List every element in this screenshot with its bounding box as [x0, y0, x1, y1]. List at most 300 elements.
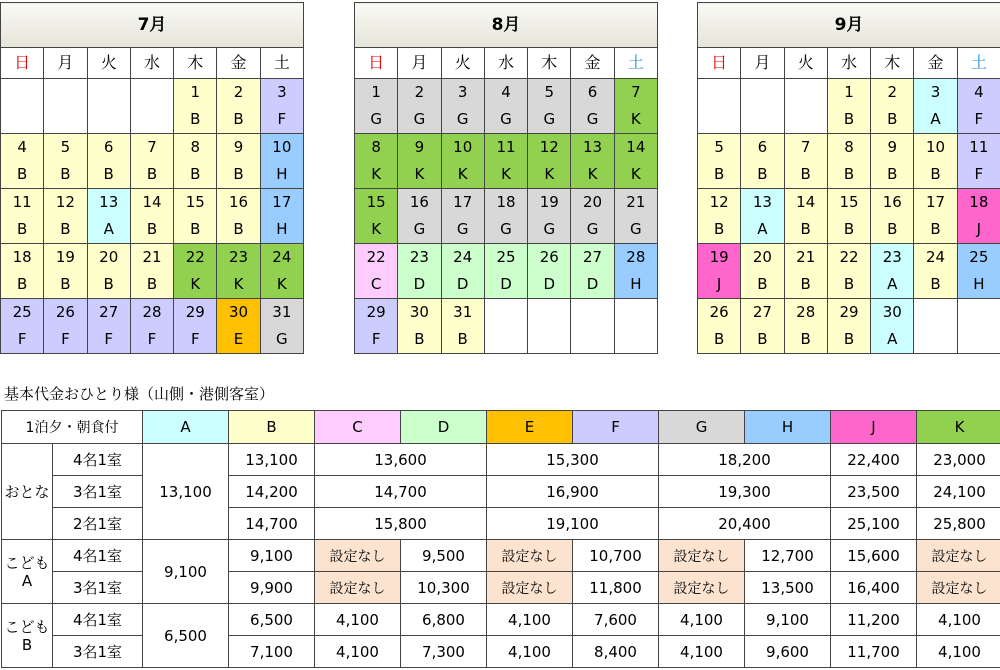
day-number: 24 — [272, 248, 292, 266]
calendar-day — [614, 244, 657, 299]
day-number: 23 — [409, 248, 429, 266]
calendar-september — [697, 2, 1000, 354]
weekday-header: 日 — [698, 48, 741, 79]
day-number: 18 — [496, 193, 516, 211]
plan-header: 1泊夕・朝食付 — [2, 411, 143, 444]
price-a: 9,100 — [143, 540, 229, 604]
weekday-header: 日 — [355, 48, 398, 79]
day-rank-code: H — [276, 165, 288, 183]
calendar-day — [741, 189, 784, 244]
calendar-day — [1, 134, 44, 189]
day-rank-code: K — [587, 165, 598, 183]
price-d: 9,500 — [401, 540, 487, 572]
calendar-week-row — [698, 299, 1000, 354]
calendar-day — [355, 244, 398, 299]
calendar-empty-day — [87, 79, 130, 134]
price-cd: 13,600 — [315, 444, 487, 476]
price-b: 13,100 — [229, 444, 315, 476]
weekday-header: 木 — [174, 48, 217, 79]
calendar-day — [827, 134, 870, 189]
day-rank-code: D — [456, 275, 469, 293]
day-rank-code: F — [104, 330, 114, 348]
day-rank-code: H — [973, 275, 985, 293]
calendar-week-row — [698, 134, 1000, 189]
day-number: 3 — [277, 83, 287, 101]
room-type: 2名1室 — [53, 508, 143, 540]
weekday-header: 火 — [784, 48, 827, 79]
calendar-day — [914, 244, 957, 299]
day-number: 12 — [55, 193, 75, 211]
table-row — [2, 540, 1000, 572]
day-rank-code: B — [930, 165, 941, 183]
day-number: 26 — [539, 248, 559, 266]
calendar-day — [87, 189, 130, 244]
price-e: 4,100 — [487, 604, 573, 636]
day-rank-code: B — [103, 165, 114, 183]
weekday-header: 金 — [914, 48, 957, 79]
day-rank-code: B — [146, 165, 158, 183]
calendar-day — [571, 244, 614, 299]
price-ef: 16,900 — [487, 476, 659, 508]
calendar-day — [130, 134, 173, 189]
price-g: 4,100 — [659, 604, 745, 636]
day-number: 7 — [631, 83, 641, 101]
day-number: 9 — [414, 138, 425, 156]
calendar-day — [1, 189, 44, 244]
price-j: 11,200 — [831, 604, 917, 636]
day-rank-code: B — [60, 275, 71, 293]
day-rank-code: J — [976, 220, 982, 238]
day-rank-code: A — [757, 220, 768, 238]
day-number: 29 — [366, 303, 386, 321]
calendar-day — [174, 244, 217, 299]
calendar-week-row — [1, 134, 304, 189]
calendar-month-title: 9月 — [698, 3, 1000, 48]
day-rank-code: B — [843, 110, 855, 128]
calendar-week-row — [355, 189, 658, 244]
day-number: 27 — [583, 248, 603, 266]
price-b: 9,900 — [229, 572, 315, 604]
price-g: 4,100 — [659, 636, 745, 668]
calendar-empty-day — [528, 299, 571, 354]
day-number: 22 — [839, 248, 859, 266]
day-number: 13 — [99, 193, 119, 211]
category-line: A — [21, 571, 33, 590]
day-rank-code: K — [371, 220, 382, 238]
calendar-day — [355, 189, 398, 244]
price-ef: 15,300 — [487, 444, 659, 476]
calendar-day — [441, 134, 484, 189]
day-number: 1 — [844, 83, 854, 101]
day-number: 25 — [969, 248, 989, 266]
day-number: 28 — [626, 248, 646, 266]
calendar-day — [827, 299, 870, 354]
weekday-header: 月 — [44, 48, 87, 79]
day-rank-code: K — [190, 275, 201, 293]
day-number: 14 — [142, 193, 162, 211]
day-rank-code: K — [233, 275, 244, 293]
price-gh: 20,400 — [659, 508, 831, 540]
day-number: 18 — [969, 193, 989, 211]
calendar-empty-day — [484, 299, 527, 354]
calendar-empty-day — [614, 299, 657, 354]
day-rank-code: B — [800, 330, 811, 348]
day-number: 11 — [12, 193, 32, 211]
calendar-week-row — [355, 244, 658, 299]
price-k-none: 設定なし — [917, 572, 1000, 604]
calendar-day — [217, 189, 260, 244]
day-number: 4 — [974, 83, 984, 101]
weekday-header: 日 — [1, 48, 44, 79]
day-rank-code: B — [60, 220, 71, 238]
calendar-day — [1, 244, 44, 299]
calendar-day — [174, 79, 217, 134]
price-k: 4,100 — [917, 636, 1000, 668]
day-rank-code: B — [16, 275, 28, 293]
day-number: 25 — [12, 303, 32, 321]
calendar-week-row — [355, 79, 658, 134]
calendar-empty-day — [957, 299, 1000, 354]
day-number: 16 — [229, 193, 249, 211]
calendar-day — [355, 79, 398, 134]
day-rank-code: B — [146, 220, 158, 238]
day-number: 10 — [272, 138, 292, 156]
day-rank-code: B — [800, 275, 811, 293]
day-rank-code: B — [713, 165, 725, 183]
day-number: 5 — [714, 138, 724, 156]
day-rank-code: F — [974, 110, 984, 128]
day-number: 8 — [371, 138, 381, 156]
calendar-day — [355, 299, 398, 354]
day-number: 21 — [626, 193, 646, 211]
rank-header-c: C — [315, 411, 401, 444]
calendar-day — [957, 244, 1000, 299]
price-d: 6,800 — [401, 604, 487, 636]
calendar-week-row — [1, 79, 304, 134]
price-f: 8,400 — [573, 636, 659, 668]
calendar-day — [130, 189, 173, 244]
day-number: 17 — [453, 193, 473, 211]
day-number: 16 — [882, 193, 902, 211]
calendar-week-row — [698, 79, 1000, 134]
day-rank-code: E — [233, 330, 244, 348]
day-rank-code: B — [233, 165, 244, 183]
day-number: 1 — [190, 83, 201, 101]
rank-header-d: D — [401, 411, 487, 444]
day-rank-code: G — [586, 220, 599, 238]
calendar-day — [784, 189, 827, 244]
day-rank-code: G — [456, 220, 469, 238]
price-j: 11,700 — [831, 636, 917, 668]
calendar-day — [528, 134, 571, 189]
weekday-row — [355, 48, 658, 79]
day-rank-code: A — [103, 220, 114, 238]
day-number: 1 — [371, 83, 381, 101]
day-number: 15 — [185, 193, 205, 211]
day-number: 15 — [366, 193, 386, 211]
weekday-header: 土 — [260, 48, 303, 79]
day-number: 7 — [147, 138, 157, 156]
calendar-day — [741, 299, 784, 354]
rank-header-j: J — [831, 411, 917, 444]
price-b: 14,700 — [229, 508, 315, 540]
price-ef: 19,100 — [487, 508, 659, 540]
day-number: 31 — [453, 303, 473, 321]
calendar-day — [44, 299, 87, 354]
calendar-day — [528, 79, 571, 134]
room-type: 4名1室 — [53, 444, 143, 476]
price-a: 13,100 — [143, 444, 229, 540]
price-k: 24,100 — [917, 476, 1000, 508]
day-number: 27 — [99, 303, 119, 321]
day-number: 21 — [142, 248, 162, 266]
day-rank-code: B — [757, 330, 768, 348]
day-rank-code: F — [974, 165, 984, 183]
price-c-none: 設定なし — [315, 572, 401, 604]
day-rank-code: B — [16, 220, 28, 238]
day-rank-code: K — [544, 165, 555, 183]
weekday-header: 水 — [484, 48, 527, 79]
day-number: 20 — [583, 193, 603, 211]
day-rank-code: D — [543, 275, 556, 293]
calendar-day — [44, 134, 87, 189]
calendar-day — [741, 134, 784, 189]
day-rank-code: B — [887, 220, 898, 238]
day-number: 7 — [800, 138, 811, 156]
rank-header-e: E — [487, 411, 573, 444]
weekday-row — [1, 48, 304, 79]
calendar-day — [398, 134, 441, 189]
day-rank-code: B — [757, 275, 768, 293]
day-number: 15 — [839, 193, 859, 211]
calendar-empty-day — [44, 79, 87, 134]
day-rank-code: B — [930, 220, 941, 238]
calendar-day — [571, 134, 614, 189]
calendar-july — [0, 2, 304, 354]
calendar-day — [784, 299, 827, 354]
price-c: 4,100 — [315, 604, 401, 636]
calendar-day — [484, 79, 527, 134]
calendar-month-title: 8月 — [355, 3, 658, 48]
category-line: B — [21, 635, 33, 654]
rank-header-b: B — [229, 411, 315, 444]
day-number: 26 — [709, 303, 729, 321]
calendar-day — [827, 244, 870, 299]
rank-header-f: F — [573, 411, 659, 444]
day-rank-code: B — [190, 110, 201, 128]
calendar-week-row — [698, 244, 1000, 299]
calendar-day — [217, 134, 260, 189]
calendar-week-row — [1, 299, 304, 354]
day-rank-code: F — [371, 330, 381, 348]
day-number: 17 — [926, 193, 946, 211]
price-j: 25,100 — [831, 508, 917, 540]
calendar-month-title: 7月 — [1, 3, 304, 48]
calendar-day — [914, 79, 957, 134]
price-h: 9,600 — [745, 636, 831, 668]
day-number: 22 — [185, 248, 205, 266]
day-rank-code: G — [413, 220, 426, 238]
price-k-none: 設定なし — [917, 540, 1000, 572]
calendar-day — [698, 299, 741, 354]
day-rank-code: K — [630, 165, 641, 183]
day-number: 28 — [796, 303, 816, 321]
day-number: 8 — [190, 138, 201, 156]
day-rank-code: B — [146, 275, 158, 293]
calendar-day — [957, 79, 1000, 134]
calendar-day — [441, 244, 484, 299]
price-cd: 15,800 — [315, 508, 487, 540]
calendar-day — [260, 299, 303, 354]
day-number: 5 — [60, 138, 71, 156]
day-rank-code: B — [233, 110, 244, 128]
calendar-empty-day — [1, 79, 44, 134]
rank-header-k: K — [917, 411, 1000, 444]
day-rank-code: D — [500, 275, 512, 293]
day-number: 20 — [99, 248, 119, 266]
calendar-day — [355, 134, 398, 189]
day-number: 27 — [752, 303, 772, 321]
day-rank-code: G — [370, 110, 382, 128]
day-rank-code: B — [414, 330, 425, 348]
room-type: 4名1室 — [53, 540, 143, 572]
calendar-day — [871, 244, 914, 299]
price-gh: 18,200 — [659, 444, 831, 476]
calendar-day — [741, 244, 784, 299]
calendar-day — [484, 189, 527, 244]
day-rank-code: B — [800, 220, 811, 238]
day-number: 11 — [969, 138, 989, 156]
calendar-empty-day — [698, 79, 741, 134]
calendar-day — [174, 134, 217, 189]
weekday-header: 金 — [217, 48, 260, 79]
calendar-day — [484, 134, 527, 189]
day-number: 12 — [539, 138, 559, 156]
price-table — [1, 410, 1000, 668]
weekday-header: 木 — [528, 48, 571, 79]
day-rank-code: D — [586, 275, 599, 293]
price-h: 9,100 — [745, 604, 831, 636]
price-k: 23,000 — [917, 444, 1000, 476]
day-rank-code: B — [843, 220, 855, 238]
day-rank-code: B — [103, 275, 114, 293]
day-rank-code: G — [630, 220, 642, 238]
calendar-empty-day — [914, 299, 957, 354]
day-number: 24 — [926, 248, 946, 266]
day-rank-code: G — [543, 220, 556, 238]
day-rank-code: B — [843, 275, 855, 293]
category-adult: おとな — [2, 444, 53, 540]
calendar-body — [698, 3, 1000, 354]
day-rank-code: B — [233, 220, 244, 238]
day-rank-code: G — [543, 110, 556, 128]
price-c: 4,100 — [315, 636, 401, 668]
day-rank-code: B — [887, 165, 898, 183]
day-rank-code: B — [190, 220, 201, 238]
calendar-day — [398, 244, 441, 299]
price-f: 10,700 — [573, 540, 659, 572]
calendar-day — [914, 189, 957, 244]
weekday-header: 土 — [614, 48, 657, 79]
day-number: 29 — [185, 303, 205, 321]
day-number: 10 — [453, 138, 473, 156]
calendar-day — [1, 299, 44, 354]
day-rank-code: G — [413, 110, 426, 128]
calendar-day — [260, 79, 303, 134]
day-number: 9 — [233, 138, 244, 156]
day-number: 5 — [544, 83, 555, 101]
day-number: 21 — [796, 248, 816, 266]
calendar-august — [354, 2, 658, 354]
weekday-header: 火 — [441, 48, 484, 79]
price-gh: 19,300 — [659, 476, 831, 508]
calendar-day — [614, 79, 657, 134]
price-b: 9,100 — [229, 540, 315, 572]
weekday-header: 金 — [571, 48, 614, 79]
calendar-day — [827, 79, 870, 134]
calendar-day — [614, 134, 657, 189]
day-rank-code: G — [456, 110, 469, 128]
calendar-day — [871, 189, 914, 244]
day-rank-code: A — [887, 330, 898, 348]
calendar-empty-day — [571, 299, 614, 354]
calendar-day — [174, 299, 217, 354]
day-number: 23 — [882, 248, 902, 266]
day-rank-code: A — [930, 110, 941, 128]
day-number: 3 — [930, 83, 941, 101]
day-number: 22 — [366, 248, 386, 266]
calendar-week-row — [1, 189, 304, 244]
price-h: 12,700 — [745, 540, 831, 572]
day-rank-code: K — [630, 110, 641, 128]
calendar-title-row — [355, 3, 658, 48]
calendar-day — [217, 244, 260, 299]
calendar-day — [698, 244, 741, 299]
price-j: 16,400 — [831, 572, 917, 604]
calendar-day — [957, 134, 1000, 189]
day-rank-code: G — [500, 220, 512, 238]
price-h: 13,500 — [745, 572, 831, 604]
calendar-day — [174, 189, 217, 244]
price-b: 7,100 — [229, 636, 315, 668]
price-a: 6,500 — [143, 604, 229, 668]
day-number: 26 — [55, 303, 75, 321]
day-number: 25 — [496, 248, 516, 266]
day-number: 2 — [233, 83, 244, 101]
day-rank-code: K — [414, 165, 425, 183]
calendar-day — [441, 79, 484, 134]
day-number: 23 — [229, 248, 249, 266]
day-number: 9 — [887, 138, 898, 156]
calendar-empty-day — [784, 79, 827, 134]
calendar-day — [441, 299, 484, 354]
weekday-header: 土 — [957, 48, 1000, 79]
day-rank-code: C — [370, 275, 382, 293]
day-rank-code: F — [147, 330, 157, 348]
calendar-day — [217, 79, 260, 134]
day-rank-code: G — [276, 330, 288, 348]
day-rank-code: K — [457, 165, 468, 183]
day-number: 6 — [587, 83, 598, 101]
weekday-header: 月 — [741, 48, 784, 79]
calendar-week-row — [355, 299, 658, 354]
calendar-day — [260, 244, 303, 299]
day-rank-code: B — [16, 165, 28, 183]
calendar-day — [528, 244, 571, 299]
rank-header-a: A — [143, 411, 229, 444]
calendar-day — [260, 134, 303, 189]
day-rank-code: G — [500, 110, 512, 128]
